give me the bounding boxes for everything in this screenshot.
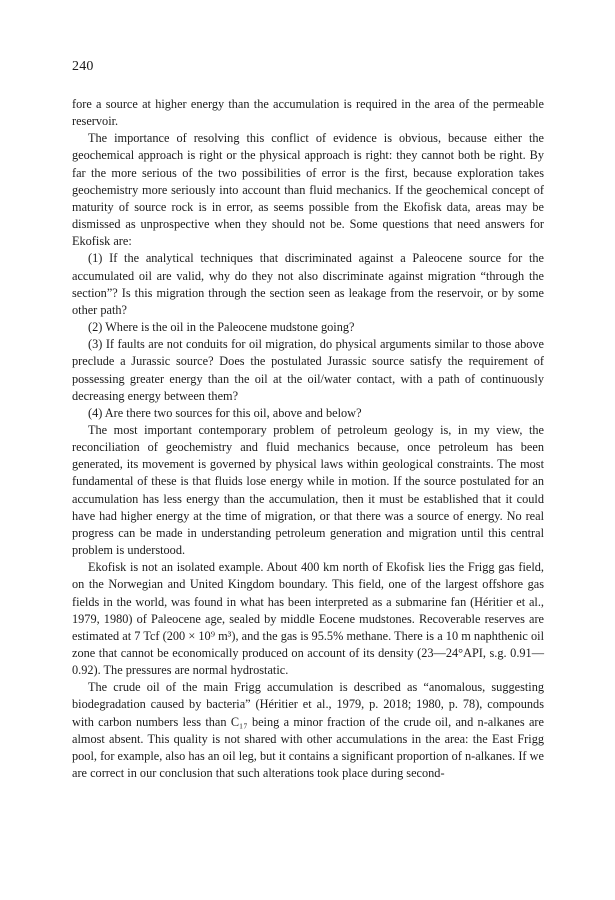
question-4: (4) Are there two sources for this oil, above and below?: [88, 405, 362, 420]
question-1: (1) If the analytical techniques that discriminated against a Paleocene source for the accumulated oil are valid, why do they not also discriminate against migration “through the section”? Is this migration through the section seen as leakage from the reservoir, or by some other path?: [72, 251, 544, 317]
paragraph-continuation: fore a source at higher energy than the accumulation is required in the area of the permeable reservoir.: [72, 97, 544, 129]
document-page: [72, 58, 544, 782]
paragraph-contemporary-problem: The most important contemporary problem of petroleum geology is, in my view, the reconciliation of geochemistry and fluid mechanics because, once petroleum has been generated, its movement is governed by physical laws within geological constraints. The most fundamental of these is that fluids lose energy while in motion. If the source postulated for an accumulation has less energy than the accumulation, then it must be established that it could have had higher energy at the time of migration, or that there was a source of energy. No real progress can be made in understanding petroleum generation and migration until this central problem is understood.: [72, 422, 544, 558]
page-number: 240: [72, 59, 94, 74]
paragraph-frigg-gas-field: Ekofisk is not an isolated example. About 400 km north of Ekofisk lies the Frigg gas field, on the Norwegian and United Kingdom boundary. This field, one of the largest offshore gas fields in the world, was found in what has been interpreted as a submarine fan (Héritier et al., 1979, 1980) of Paleocene age, sealed by middle Eocene mudstones. Recoverable reserves are estimated at 7 Tcf (200 × 10⁹ m³), and the gas is 95.5% methane. There is a 10 m naphthenic oil zone that cannot be economically produced on account of its density (23—24°API, s.g. 0.91—0.92). The pressures are normal hydrostatic.: [72, 560, 544, 678]
question-2: (2) Where is the oil in the Paleocene mudstone going?: [88, 320, 355, 335]
paragraph-frigg-crude-oil: The crude oil of the main Frigg accumulation is described as “anomalous, suggesting biodegradation caused by bacteria” (Héritier et al., 1979, p. 2018; 1980, p. 78), compounds with carbon numbers less than C₁₇ being a minor fraction of the crude oil, and n-alkanes are almost absent. This quality is not shared with other accumulations in the area: the East Frigg pool, for example, also has an oil leg, but it contains a significant proportion of n-alkanes. If we are correct in our conclusion that such alterations took place during second-: [72, 680, 544, 781]
question-3: (3) If faults are not conduits for oil migration, do physical arguments similar to those above preclude a Jurassic source? Does the postulated Jurassic source satisfy the requirement of possessing greater energy than the oil at the oil/water contact, with a path of continuously decreasing energy between them?: [72, 337, 544, 403]
paragraph-conflict-of-evidence: The importance of resolving this conflict of evidence is obvious, because either the geochemical approach is right or the physical approach is right: they cannot both be right. By far the more serious of the two possibilities of error is the first, because exploration takes geochemistry more seriously into account than fluid mechanics. If the geochemical concept of maturity of source rock is in error, as seems possible from the Ekofisk data, areas may be dismissed as unprospective when they should not be. Some questions that need answers for Ekofisk are:: [72, 131, 544, 249]
